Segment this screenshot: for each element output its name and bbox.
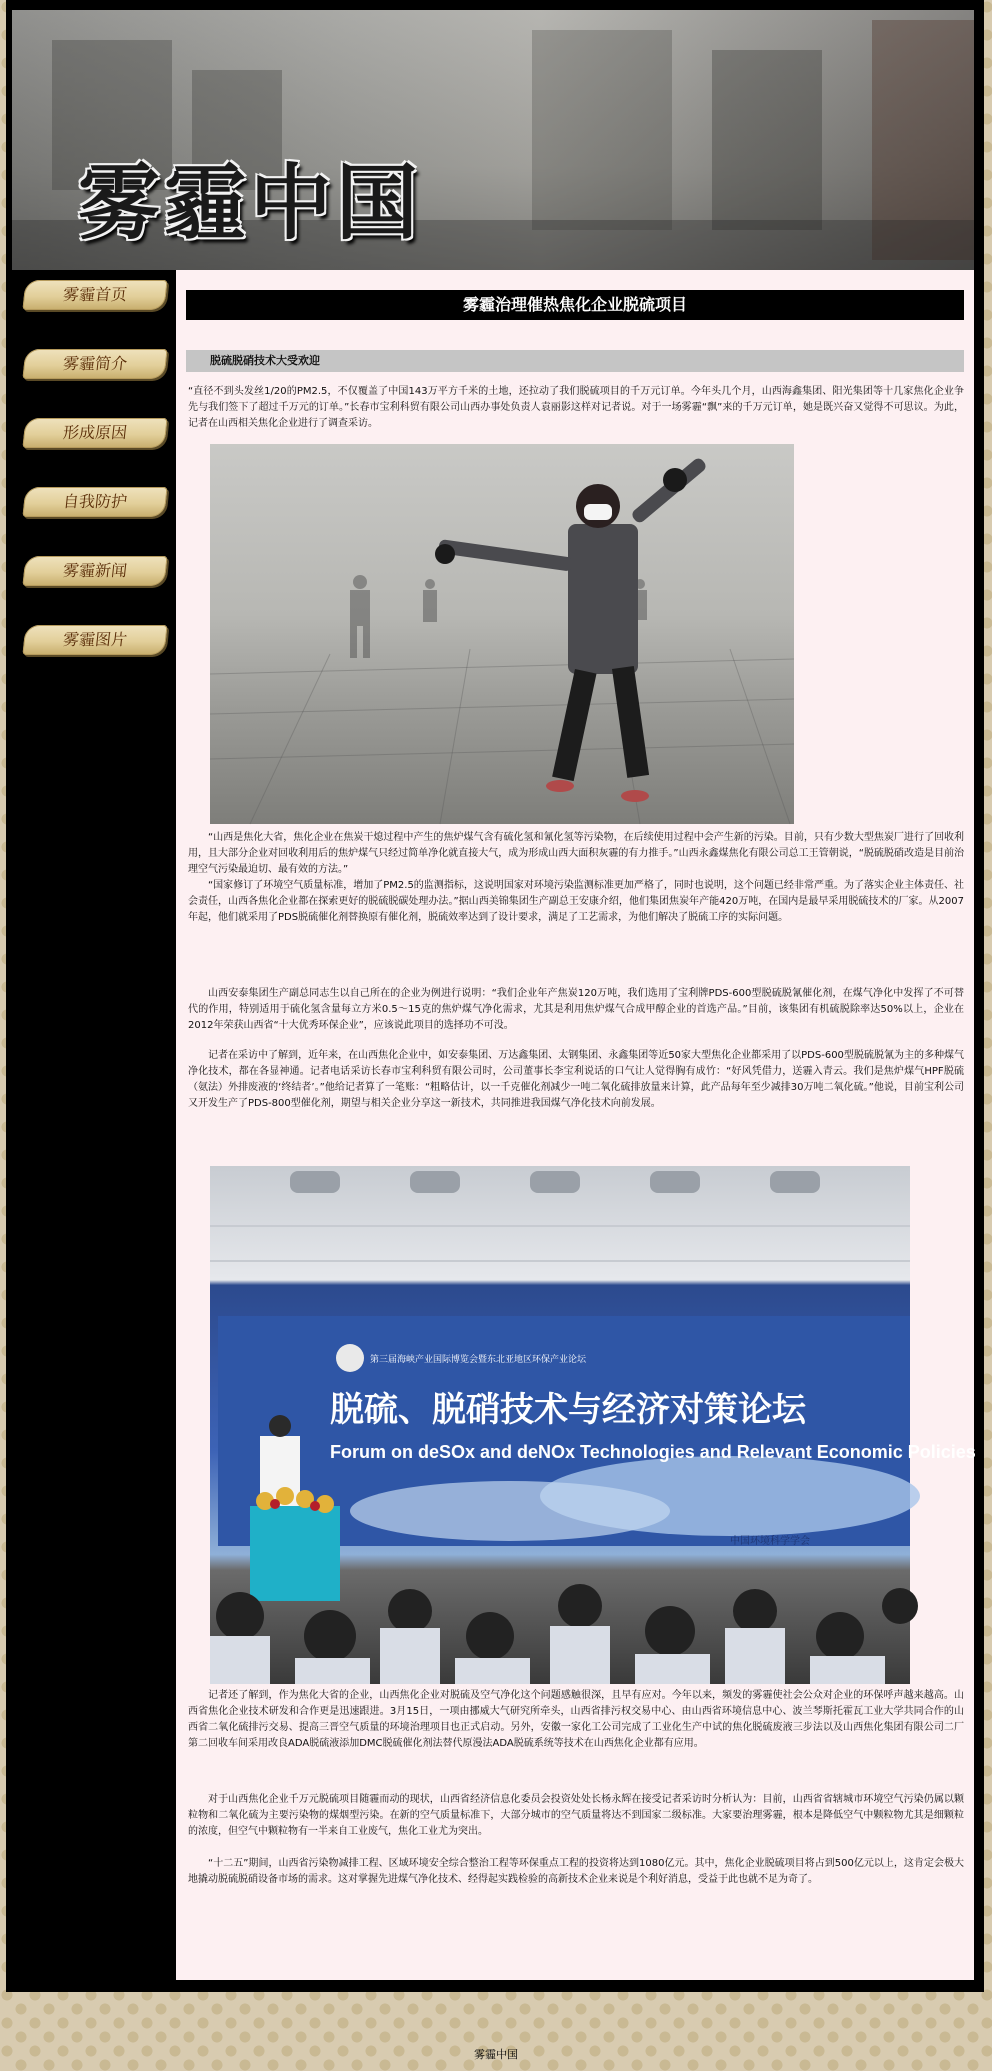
article-paragraph: 记者还了解到，作为焦化大省的企业，山西焦化企业对脱硫及空气净化这个问题感触很深，且早有应对。今年以来，频发的雾霾使社会公众对企业的环保呼声越来越高。山西省焦化企业技术研发和合作更是迅速跟进。3月15日，一项由挪威大气研究所牵头，山西省排污权交易中心、由山西省环境信息中心、波兰琴斯托霍瓦工业大学共同合作的山西省二氧化硫排污交易、提高三晋空气质量的环境治理项目也正式启动。另外，安徽一家化工公司完成了工业化生产中试的焦化脱硫废液三步法以及山西焦化集团有限公司二厂第二回收车间采用改良ADA脱硫液添加DMC脱硫催化剂法替代原漫法ADA脱硫系统等技术在山西焦化企业都有应用。 bbox=[188, 1690, 964, 1749]
nav-item-intro[interactable]: 雾霾简介 bbox=[22, 349, 167, 379]
article-paragraph: “山西是焦化大省，焦化企业在焦炭干熄过程中产生的焦炉煤气含有硫化氢和氰化氢等污染物，在后续使用过程中会产生新的污染。目前，只有少数大型焦炭厂进行了回收利用，且大部分企业对回收利用后的焦炉煤气只经过简单净化就直接大气，成为形成山西大面积灰霾的有力推手。”山西永鑫煤焦化有限公司总工王管朝说，“脱硫脱硝改造是目前治理空气污染最迫切、最有效的方法。” bbox=[188, 832, 964, 875]
nav-item-news[interactable]: 雾霾新闻 bbox=[22, 556, 167, 586]
article-paragraph: 记者在采访中了解到，近年来，在山西焦化企业中，如安泰集团、万达鑫集团、太钢集团、永鑫集团等近50家大型焦化企业都采用了以PDS-600型脱硫脱氰为主的多种煤气净化技术，都在各显神通。记者电话采访长春市宝利科贸有限公司时，公司董事长李宝利说话的口气让人觉得胸有成竹：“好风凭借力，送霾入青云。我们是焦炉煤气HPF脱硫（氨法）外排废液的‘终结者’。”他给记者算了一笔账：“粗略估计，以一千克催化剂减少一吨二氧化硫排放量来计算，此产品每年至少减排30万吨二氧化硫。”他说，目前宝利公司又开发生产了PDS-800型催化剂，期望与相关企业分享这一新技术，共同推进我国煤气净化技术向前发展。 bbox=[188, 1050, 964, 1109]
forum-banner-cn: 脱硫、脱硝技术与经济对策论坛 bbox=[330, 1390, 806, 1430]
footer-text: 雾霾中国 bbox=[474, 2048, 518, 2061]
forum-organizer: 中国环境科学学会 bbox=[730, 1536, 810, 1547]
smog-exercise-illustration bbox=[210, 444, 794, 824]
article-paragraph: “直径不到头发丝1/20的PM2.5，不仅覆盖了中国143万平方千米的土地，还拉动了我们脱硫项目的千万元订单。今年头几个月，山西海鑫集团、阳光集团等十几家焦化企业争先与我们签下了超过千万元的订单。”长春市宝利科贸有限公司山西办事处负责人袁丽影这样对记者说。对于一场雾霾“飘”来的千万元订单，她是既兴奋又觉得不可思议。为此，记者在山西相关焦化企业进行了调查采访。 bbox=[188, 386, 964, 429]
nav-item-protection[interactable]: 自我防护 bbox=[22, 487, 167, 517]
article-paragraph: “国家修订了环境空气质量标准，增加了PM2.5的监测指标，这说明国家对环境污染监测标准更加严格了，同时也说明，这个问题已经非常严重。为了落实企业主体责任、社会责任，山西各焦化企业都在探索更好的脱硫脱碳处理办法。”据山西美锦集团生产副总王安康介绍，他们集团焦炭年产能420万吨，在国内是最早采用脱硫技术的厂家。从2007年起，他们就采用了PDS脱硫催化剂替换原有催化剂，脱硫效率达到了设计要求，满足了工艺需求，为他们解决了脱硫工序的实际问题。 bbox=[188, 880, 964, 923]
nav-item-gallery[interactable]: 雾霾图片 bbox=[22, 625, 167, 655]
article-title: 雾霾治理催热焦化企业脱硫项目 bbox=[186, 290, 964, 320]
nav-item-causes[interactable]: 形成原因 bbox=[22, 418, 167, 448]
section-heading: 脱硫脱硝技术大受欢迎 bbox=[186, 350, 964, 372]
article-paragraph: 山西安泰集团生产副总同志生以自己所在的企业为例进行说明：“我们企业年产焦炭120万吨，我们选用了宝利牌PDS-600型脱硫脱氰催化剂，在煤气净化中发挥了不可替代的作用，特别适用于硫化氢含量每立方米0.5～15克的焦炉煤气净化需求，尤其是利用焦炉煤气合成甲醇企业的首选产品。”目前，该集团有机硫脱除率达50%以上，企业在2012年荣获山西省“十大优秀环保企业”，应该说此项目的选择功不可没。 bbox=[188, 988, 964, 1031]
forum-illustration bbox=[210, 1166, 976, 1684]
forum-conference-photo bbox=[210, 1166, 976, 1684]
article-paragraph: 对于山西焦化企业千万元脱硫项目随霾而动的现状，山西省经济信息化委员会投资处处长杨永辉在接受记者采访时分析认为：目前，山西省省辖城市环境空气污染仍属以颗粒物和二氧化硫为主要污染物的煤烟型污染。在新的空气质量标准下，大部分城市的空气质量将达不到国家二级标准。大家要治理雾霾，根本是降低空气中颗粒物尤其是细颗粒的浓度，但空气中颗粒物有一半来自工业废气，焦化工业尤为突出。 bbox=[188, 1794, 964, 1837]
main-content bbox=[176, 270, 974, 1980]
nav-item-home[interactable]: 雾霾首页 bbox=[22, 280, 167, 310]
sidebar-nav bbox=[12, 270, 174, 1980]
article-paragraph: “十二五”期间，山西省污染物减排工程、区域环境安全综合整治工程等环保重点工程的投资将达到1080亿元。其中，焦化企业脱硫项目将占到500亿元以上，这肯定会极大地撬动脱硫脱硝设备市场的需求。这对掌握先进煤气净化技术、经得起实践检验的高新技术企业来说是个利好消息，受益于此也就不足为奇了。 bbox=[188, 1858, 964, 1885]
forum-small-text: 第三届海峡产业国际博览会暨东北亚地区环保产业论坛 bbox=[370, 1354, 587, 1364]
forum-banner-en: Forum on deSOx and deNOx Technologies and Relevant Economic Policies bbox=[330, 1442, 976, 1462]
site-logo-title: 雾霾中国 bbox=[78, 155, 423, 251]
smog-exercise-photo bbox=[210, 444, 794, 824]
site-banner bbox=[12, 10, 974, 270]
